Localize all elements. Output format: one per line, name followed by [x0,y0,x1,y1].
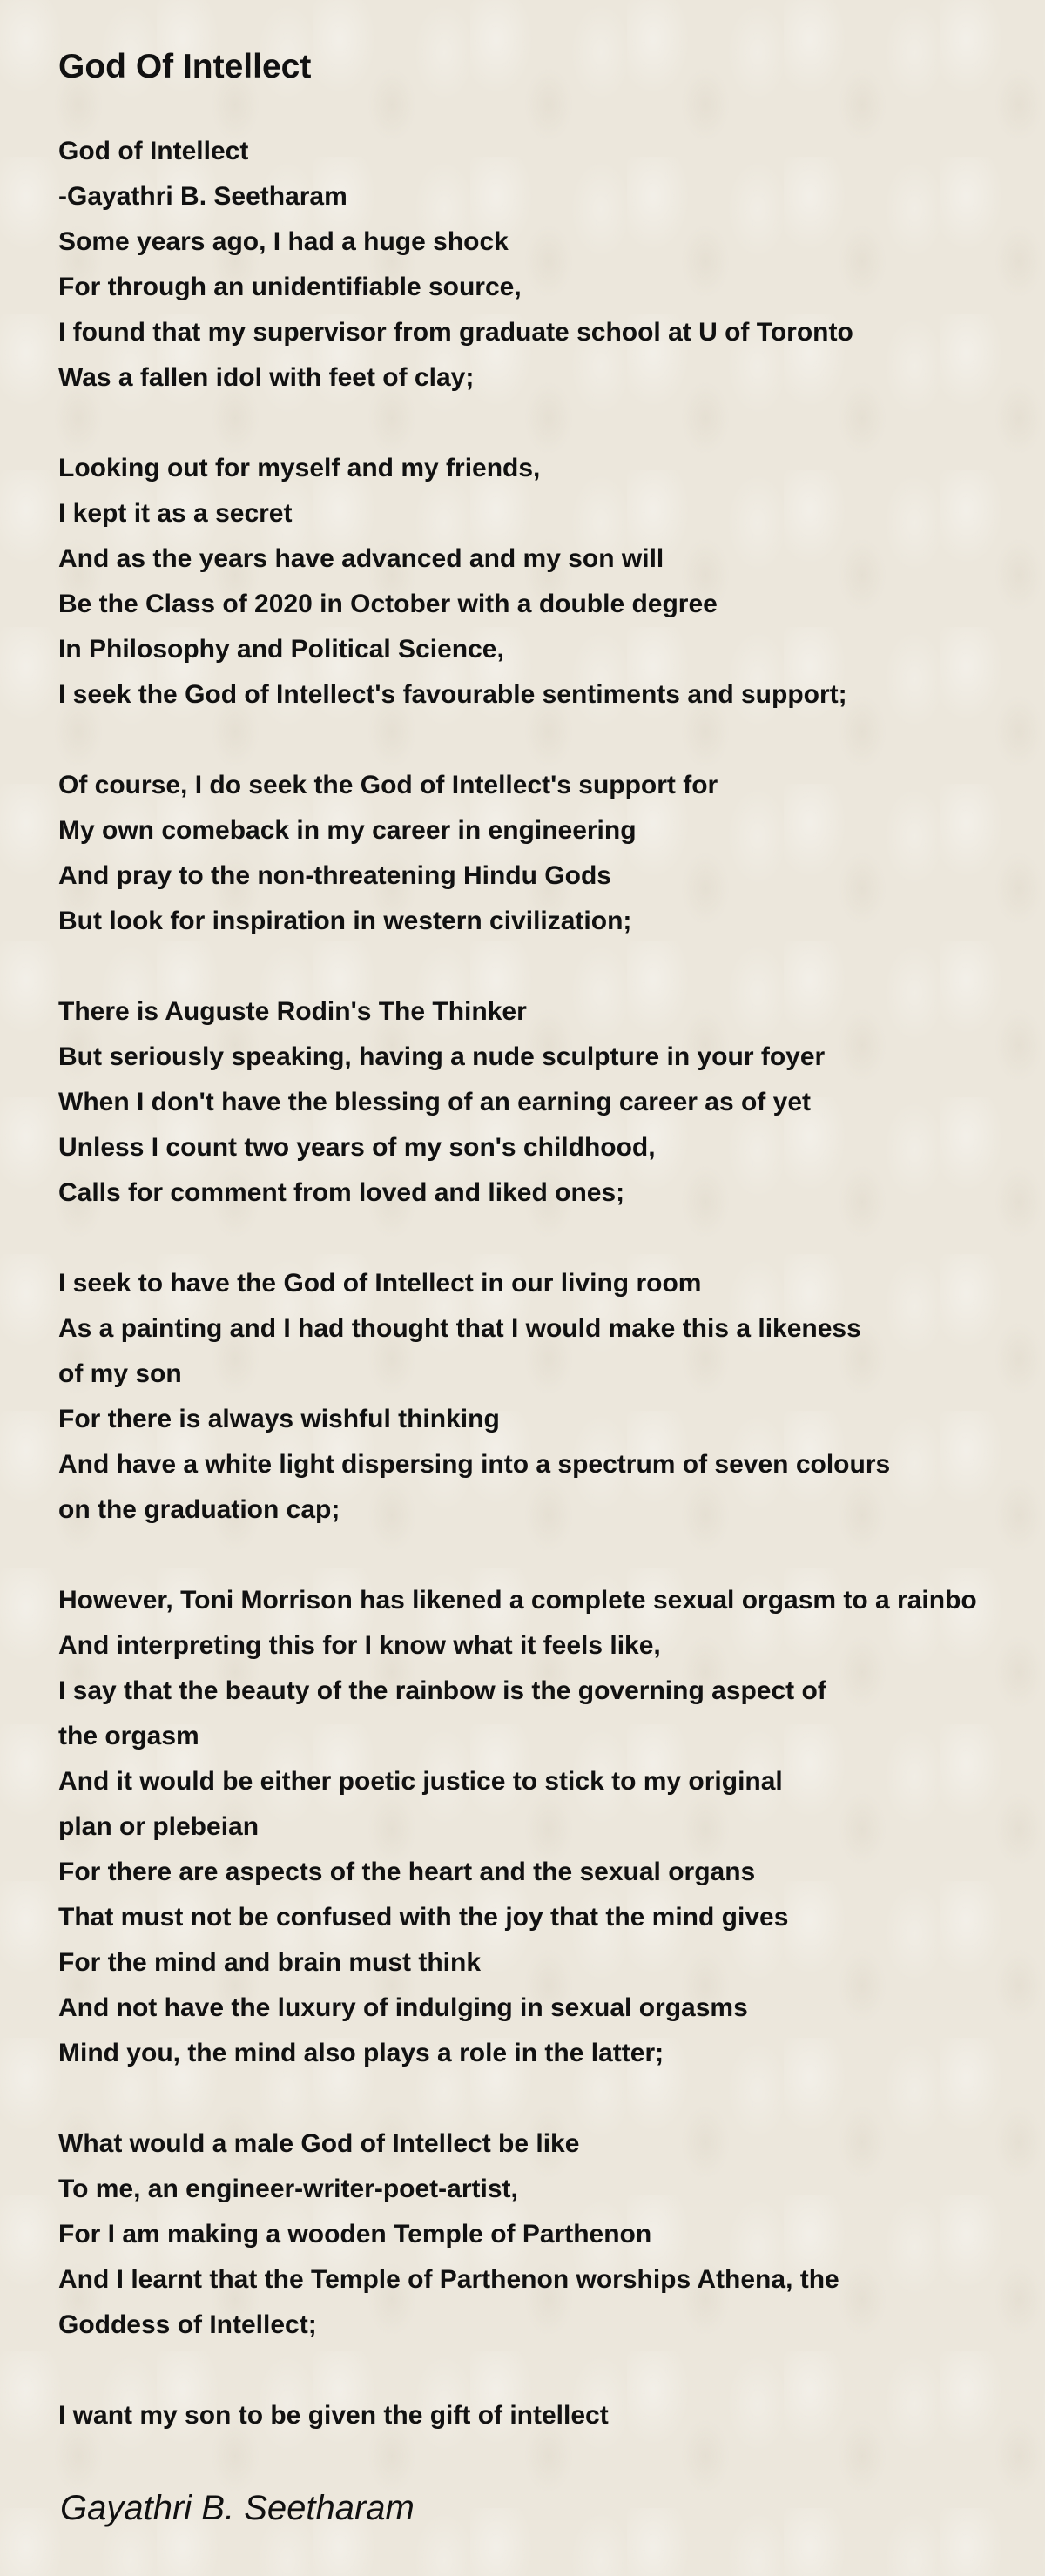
poem-line: Some years ago, I had a huge shock [58,227,509,256]
poem-stanza [58,446,1045,718]
poem-line: Be the Class of 2020 in October with a double degree [58,590,718,618]
poem-line: I want my son to be given the gift of intellect [58,2401,609,2430]
poem-line: And not have the luxury of indulging in sexual orgasms [58,1993,748,2022]
poem-line: But seriously speaking, having a nude sculpture in your foyer [58,1042,826,1071]
poem-line: the orgasm [58,1722,199,1750]
poem-line: That must not be confused with the joy that the mind gives [58,1903,789,1932]
poem-line: For the mind and brain must think [58,1948,482,1977]
poem-line: And have a white light dispersing into a spectrum of seven colours [58,1450,891,1479]
author-signature: Gayathri B. Seetharam [60,2489,415,2527]
poem-stanza [58,2393,1045,2438]
poem-stanza [58,2121,1045,2348]
poem-line: Calls for comment from loved and liked ones; [58,1178,625,1207]
poem-line: And it would be either poetic justice to stick to my original [58,1767,783,1796]
poem-line: I seek the God of Intellect's favourable sentiments and support; [58,680,847,709]
poem-line: plan or plebeian [58,1812,260,1841]
poem-stanza [58,1578,1045,2076]
poem-line: I kept it as a secret [58,499,293,528]
poem-line: -Gayathri B. Seetharam [58,182,347,211]
poem-line: My own comeback in my career in engineering [58,816,637,845]
poem-line: I say that the beauty of the rainbow is the governing aspect of [58,1676,826,1705]
poem-line: Mind you, the mind also plays a role in the latter; [58,2039,664,2067]
poem-line: Unless I count two years of my son's childhood, [58,1133,656,1162]
poem-line: Was a fallen idol with feet of clay; [58,363,475,392]
poem-line: There is Auguste Rodin's The Thinker [58,997,527,1026]
poem-line: In Philosophy and Political Science, [58,635,504,664]
poem-line: However, Toni Morrison has likened a complete sexual orgasm to a rainbo [58,1586,977,1615]
poem-line: And I learnt that the Temple of Parthenon worships Athena, the [58,2265,839,2294]
poem-line: What would a male God of Intellect be like [58,2129,580,2158]
poem-line: of my son [58,1359,182,1388]
poem-line: Looking out for myself and my friends, [58,454,541,482]
poem-line: For there is always wishful thinking [58,1405,500,1433]
poem-line: on the graduation cap; [58,1495,340,1524]
poem-line: And as the years have advanced and my son will [58,544,664,573]
poem-stanza [58,1261,1045,1533]
poem-line: As a painting and I had thought that I would make this a likeness [58,1314,861,1343]
poem-stanza [58,129,1045,401]
poem-line: And interpreting this for I know what it feels like, [58,1631,661,1660]
page-title: God Of Intellect [58,48,312,85]
poem-line: When I don't have the blessing of an earning career as of yet [58,1088,811,1116]
poem-stanza [58,763,1045,944]
poem-stanza [58,989,1045,1216]
poem-line: I seek to have the God of Intellect in our living room [58,1269,702,1298]
poem-line: For through an unidentifiable source, [58,273,522,301]
poem-line: And pray to the non-threatening Hindu Gods [58,861,611,890]
poem-line: God of Intellect [58,137,249,165]
poem-line: I found that my supervisor from graduate school at U of Toronto [58,318,853,347]
poem-line: Goddess of Intellect; [58,2310,317,2339]
poem-line: But look for inspiration in western civilization; [58,907,632,935]
poem-line: For there are aspects of the heart and the sexual organs [58,1858,756,1886]
poem-line: For I am making a wooden Temple of Parthenon [58,2220,652,2249]
poem-line: To me, an engineer-writer-poet-artist, [58,2175,518,2203]
poem-line: Of course, I do seek the God of Intellect's support for [58,771,718,799]
poem-body [58,129,1045,2484]
